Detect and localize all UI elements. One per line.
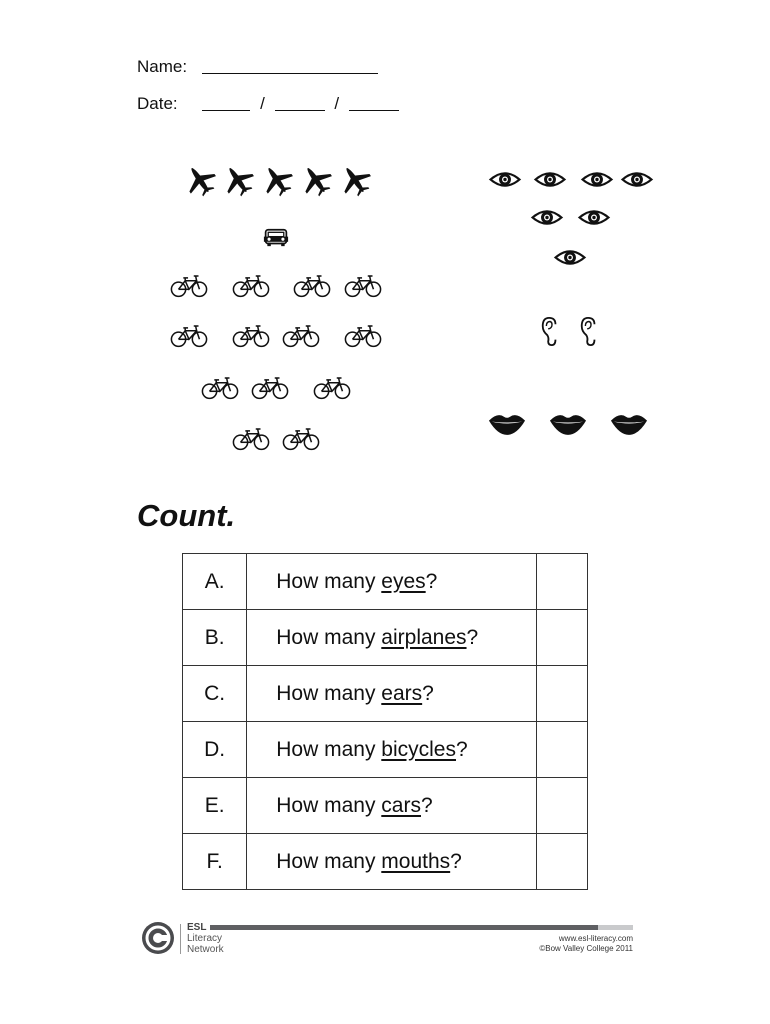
count-row (183, 722, 588, 778)
footer-bar-end (598, 925, 633, 930)
airplane-icon (221, 163, 255, 202)
question-mark: ? (466, 625, 479, 649)
question-noun: bicycles (381, 737, 456, 761)
question-letter: A. (183, 554, 247, 610)
lips-icon (549, 412, 587, 440)
bicycle-icon (344, 323, 382, 353)
date-field[interactable] (137, 94, 399, 114)
count-title: Count. (137, 498, 236, 533)
question-text (247, 722, 537, 778)
question-prefix: How many (276, 569, 382, 593)
question-prefix: How many (276, 737, 382, 761)
count-row (183, 666, 588, 722)
eye-icon (488, 170, 522, 194)
eye-icon (553, 248, 587, 272)
car-icon (263, 228, 289, 252)
name-blank[interactable] (202, 57, 378, 74)
logo-literacy: Literacy (187, 933, 223, 944)
date-separator-1: / (260, 94, 265, 113)
airplane-icon (183, 163, 217, 202)
question-noun: cars (381, 793, 421, 817)
question-letter: F. (183, 834, 247, 890)
question-mark: ? (425, 569, 438, 593)
bicycle-icon (170, 273, 208, 303)
eye-icon (533, 170, 567, 194)
logo-network: Network (187, 944, 224, 955)
footer-copyright: ©Bow Valley College 2011 (539, 944, 633, 953)
date-year-blank[interactable] (349, 94, 399, 111)
bicycle-icon (170, 323, 208, 353)
question-prefix: How many (276, 793, 382, 817)
answer-box[interactable] (537, 778, 588, 834)
date-label: Date: (137, 94, 178, 113)
eye-icon (577, 208, 611, 232)
bicycle-icon (232, 323, 270, 353)
question-noun: mouths (381, 849, 451, 873)
footer-credits (539, 934, 633, 954)
bicycle-icon (232, 426, 270, 456)
question-text (247, 666, 537, 722)
ear-icon (579, 316, 599, 352)
question-text (247, 834, 537, 890)
question-noun: ears (381, 681, 423, 705)
question-mark: ? (450, 849, 462, 873)
question-letter: E. (183, 778, 247, 834)
airplane-icon (260, 163, 294, 202)
logo-esl: ESL (187, 922, 207, 933)
question-text (247, 554, 537, 610)
answer-box[interactable] (537, 834, 588, 890)
name-field[interactable] (137, 57, 378, 77)
question-mark: ? (456, 737, 468, 761)
count-row (183, 834, 588, 890)
question-prefix: How many (276, 849, 382, 873)
count-table (182, 553, 588, 890)
question-letter: D. (183, 722, 247, 778)
date-separator-2: / (334, 94, 340, 113)
bicycle-icon (293, 273, 331, 303)
eye-icon (620, 170, 654, 194)
question-mark: ? (422, 681, 434, 705)
question-text (247, 610, 537, 666)
question-text (247, 778, 537, 834)
airplane-icon (299, 163, 333, 202)
question-noun: airplanes (381, 625, 467, 649)
count-row (183, 554, 588, 610)
bicycle-icon (282, 426, 320, 456)
eye-icon (530, 208, 564, 232)
esl-literacy-logo (140, 920, 176, 956)
question-letter: C. (183, 666, 247, 722)
date-day-blank[interactable] (202, 94, 250, 111)
bicycle-icon (313, 375, 351, 405)
question-prefix: How many (276, 681, 382, 705)
bicycle-icon (344, 273, 382, 303)
bicycle-icon (282, 323, 320, 353)
question-noun: eyes (381, 569, 426, 593)
date-month-blank[interactable] (275, 94, 325, 111)
eye-icon (580, 170, 614, 194)
footer-divider (180, 924, 181, 954)
question-letter: B. (183, 610, 247, 666)
question-mark: ? (420, 793, 433, 817)
footer-website: www.esl-literacy.com (558, 934, 633, 943)
bicycle-icon (251, 375, 289, 405)
answer-box[interactable] (537, 554, 588, 610)
bicycle-icon (201, 375, 239, 405)
airplane-icon (338, 163, 372, 202)
answer-box[interactable] (537, 666, 588, 722)
answer-box[interactable] (537, 610, 588, 666)
count-row (183, 778, 588, 834)
question-prefix: How many (276, 625, 382, 649)
ear-icon (540, 316, 560, 352)
name-label: Name: (137, 57, 188, 76)
answer-box[interactable] (537, 722, 588, 778)
footer-bar (210, 925, 598, 930)
lips-icon (610, 412, 648, 440)
count-row (183, 610, 588, 666)
lips-icon (488, 412, 526, 440)
bicycle-icon (232, 273, 270, 303)
